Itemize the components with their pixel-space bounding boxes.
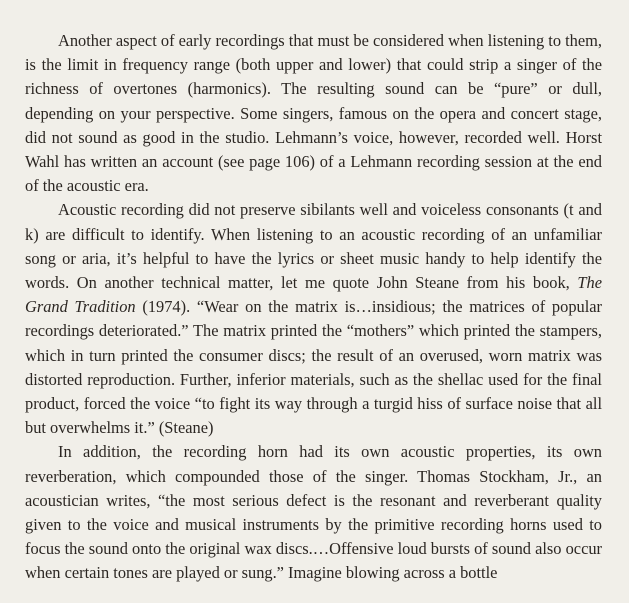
paragraph-text: (1974). “Wear on the matrix is…insidious; the matrices of popular recordings deteriorated.” The matrix printed the “mothers” which printed the stampers, which in turn printed the consumer discs; the result of an overused, worn matrix was distorted reproduction. Further, inferior materials, such as the shellac used for the final product, forced the voice “to fight its way through a turgid hiss of surface noise that all but overwhelms it.” (Steane): [25, 297, 602, 438]
paragraph-acoustic-recording: [25, 198, 602, 440]
book-title: The Grand Tradition: [25, 273, 602, 317]
paragraph-text: Another aspect of early recordings that must be considered when listening to them, is the limit in frequency range (both upper and lower) that could strip a singer of the richness of overtones (harmonics). The resulting sound can be “pure” or dull, depending on your perspective. Some singers, famous on the opera and concert stage, did not sound as good in the studio. Lehmann’s voice, however, recorded well. Horst Wahl has written an account (see page 106) of a Lehmann recording session at the end of the acoustic era.: [25, 31, 602, 196]
document-page: [25, 29, 602, 586]
paragraph-early-recordings: [25, 29, 602, 198]
paragraph-recording-horn: [25, 440, 602, 585]
paragraph-text: In addition, the recording horn had its own acoustic properties, its own reverberation, which compounded those of the singer. Thomas Stockham, Jr., an acoustician writes, “the most serious defect is the resonant and reverberant quality given to the voice and musical instruments by the primitive recording horns used to focus the sound onto the original wax discs.…Offensive loud bursts of sound also occur when certain tones are played or sung.” Imagine blowing across a bottle: [25, 442, 602, 583]
paragraph-text: Acoustic recording did not preserve sibilants well and voiceless consonants (t and k) are difficult to identify. When listening to an acoustic recording of an unfamiliar song or aria, it’s helpful to have the lyrics or sheet music handy to help identify the words. On another technical matter, let me quote John Steane from his book,: [25, 200, 602, 293]
